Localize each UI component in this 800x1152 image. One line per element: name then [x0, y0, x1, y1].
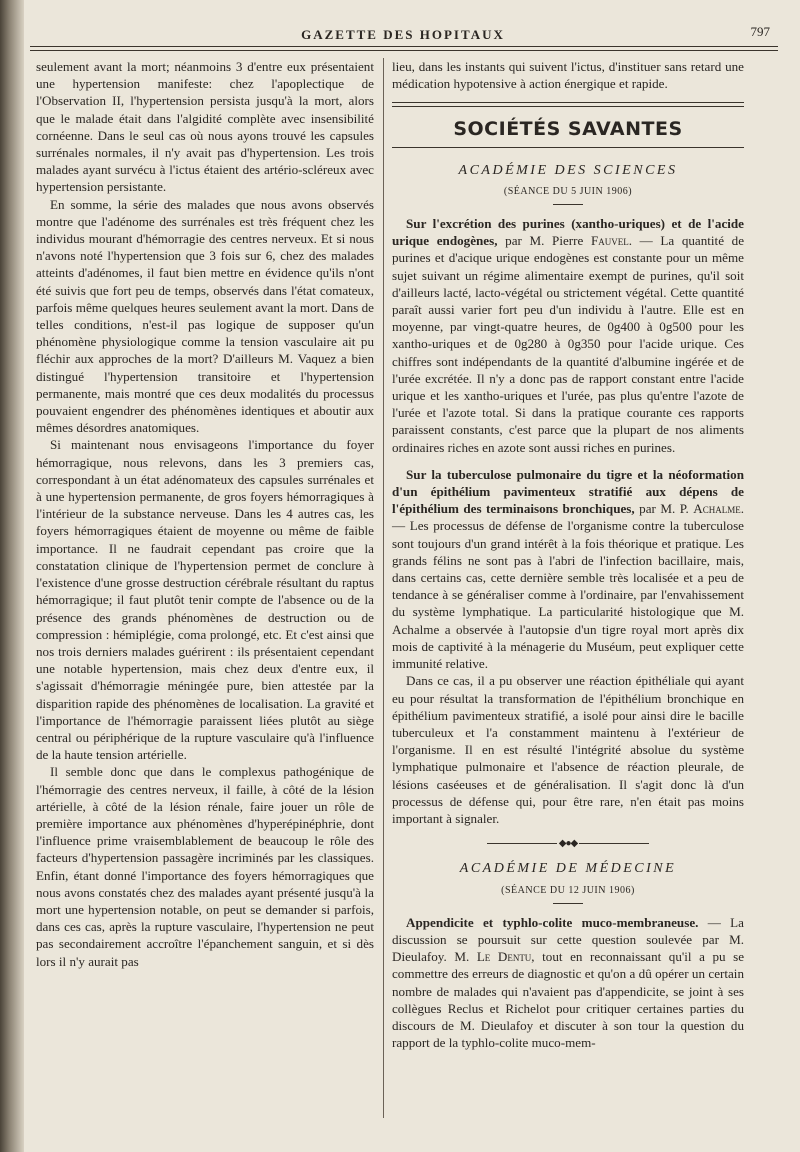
article-purines	[392, 215, 744, 456]
academy-heading: ACADÉMIE DE MÉDECINE	[459, 861, 677, 877]
ornament-divider: ◆●◆	[392, 835, 744, 852]
academy-heading: ACADÉMIE DES SCIENCES	[458, 162, 678, 178]
session-date: (SÉANCE DU 5 JUIN 1906)	[503, 185, 633, 197]
session-date: (SÉANCE DU 12 JUIN 1906)	[501, 884, 635, 896]
section-title-rule	[392, 147, 744, 148]
page-header	[28, 18, 778, 48]
article-author: Achalme.	[693, 501, 744, 517]
article-body: — Les processus de défense de l'organisme contre la tuberculose sont toujours d'un grand intérêt à la fois théorique et pratique. Les grands félins ne sont pas à l'abri de l'infection bacillaire, mais, dans certains cas, cette dernière semble très localisée et a peu de tendance à se généraliser comme à l'ordinaire, par l'envahissement du système lymphatique. La particularité histologique que M. Achalme a observée à l'autopsie d'un tigre royal mort après dix mois de captivité à la ménagerie du Muséum, peut expliquer cette immunité relative.	[392, 518, 744, 672]
paragraph: En somme, la série des malades que nous avons observés montre que l'adénome des surrénales est très fréquent chez les individus mourant d'hémorragie des centres nerveux. Et si nous n'avons noté l'hypertension que 3 fois sur 6, chez des malades atteints d'adénomes, il faut bien mettre en évidence qu'ils n'ont été suivis que fort peu de temps, observés dans l'état comateux, parfois même quelques heures seulement avant la mort. Dans de telles conditions, n'est-il pas logique de supposer qu'un phénomène physiologique comme la tension vasculaire ait pu fléchir aux approches de la mort? D'ailleurs M. Vaquez a bien distingué l'hypertension transitoire et l'hypertension permanente, mais montré que ces deux modalités du processus pouvaient engendrer des phénomènes identiques et aboutir aux mêmes désordres anatomiques.	[36, 196, 374, 436]
left-column	[36, 58, 374, 970]
article-author: Le Dentu,	[476, 949, 535, 965]
author-prefix: par M. P.	[639, 501, 689, 517]
short-rule	[553, 204, 583, 205]
page-gutter-shadow	[0, 0, 24, 1152]
paragraph: lieu, dans les instants qui suivent l'ictus, d'instituer sans retard une médication hypotensive à action énergique et rapide.	[392, 59, 744, 92]
article-body: tout en reconnaissant qu'il a pu se commettre des erreurs de diagnostic et qu'on a dû opérer un certain nombre de malades qui n'avaient pas d'appendicite, se joint à ses collègues Reclus et Richelot pour critiquer certaines parties du discours de M. Dieulafoy et discuter à son tour la question du rapport de la typhlo-colite muco-mem-	[392, 949, 745, 1051]
article-title: Sur la tuberculose pulmonaire du tigre et la néoformation d'un épithélium pavimenteux stratifié aux dépens de l'épithélium des terminaisons bronchiques,	[392, 466, 744, 517]
header-rule	[30, 46, 778, 47]
author-prefix: par M. Pierre	[505, 233, 584, 249]
paragraph: Il semble donc que dans le complexus pathogénique de l'hémorragie des centres nerveux, il faille, à côté de la lésion artérielle, à côté de la lésion rénale, faire jouer un rôle de première importance aux phénomènes d'hyperépinéphrie, dont l'influence prime vraisemblablement de beaucoup le rôle des facteurs d'hypertension passagère incriminés par les classiques. Enfin, étant donné l'importance des foyers hémorragiques que nous avons constatés chez des malades ayant présenté jusqu'à la mort une hypertension notable, on peut se demander si parfois, dans ces cas, après la rupture vasculaire, l'hypertension ne peut pas secondairement accroître l'épanchement sanguin, et si dès lors il n'y aurait pas	[36, 764, 374, 969]
short-rule	[553, 903, 583, 904]
article-body: — La discussion se poursuit sur cette question soulevée par M. Dieulafoy. M.	[392, 914, 744, 965]
article-title: Appendicite et typhlo-colite muco-membraneuse.	[406, 914, 699, 930]
paragraph: Si maintenant nous envisageons l'importance du foyer hémorragique, nous relevons, dans les 3 premiers cas, correspondant à un état adénomateux des capsules surrénales et à une hypertension permanente, de gros foyers hémorragiques à l'intérieur de la substance nerveuse. Dans les 4 autres cas, les foyers hémorragiques étaient de moyenne ou même de faible importance. Il ne faudrait cependant pas croire que la constatation clinique de l'hypertension permet de conclure à l'existence d'une grosse destruction cérébrale résultant du raptus hémorragique; il faut plutôt tenir compte de l'absence ou de la présence des grands phénomènes de destruction ou de compression : hémiplégie, coma prolongé, etc. Et c'est ainsi que nos trois derniers malades guérirent : ils présentaient cependant une notable hypertension, mais chez deux d'entre eux, il s'agissait d'hémorragie méningée pure, bien attestée par la disparition rapide des phénomènes de localisation. La gravité et l'importance de l'hémorragie paraissent liées plutôt au siège central ou périphérique de la rupture vasculaire qu'à l'influence de la haute tension artérielle.	[36, 437, 374, 763]
header-rule-thin	[30, 50, 778, 51]
article-appendicite	[392, 914, 744, 1052]
section-title: SOCIÉTÉS SAVANTES	[453, 118, 683, 141]
paragraph: Dans ce cas, il a pu observer une réaction épithéliale qui ayant eu pour résultat la transformation de l'épithélium bronchique en épithélium pavimenteux stratifié, a isolé pour ainsi dire le bacille tuberculeux et l'a constamment maintenu à l'extérieur de l'organisme. Il en est résulté l'intégrité absolue du système lymphatique pulmonaire et l'absence de réaction pleurale, de lésions caséeuses et de généralisation. Il s'agit donc là d'un processus de défense qui, pour être rare, n'en était pas moins important à signaler.	[392, 673, 744, 826]
paragraph: seulement avant la mort; néanmoins 3 d'entre eux présentaient une hypertension manifeste: chez l'apoplectique de l'Observation II, l'hypertension persista jusqu'à la mort, alors que le malade était dans l'algidité complète avec insensibilité cornéenne. Dans le seul cas où nous ayons trouvé les capsules surrénales normales, il n'y avait pas d'hypertension. Les trois malades ayant survécu à l'ictus étaient des artério-scléreux avec hypertension persistante.	[36, 59, 374, 195]
article-title: Sur l'excrétion des purines (xantho-uriques) et de l'acide urique endogènes,	[392, 216, 744, 249]
journal-title: GAZETTE DES HOPITAUX	[301, 27, 505, 42]
article-body: — La quantité de purines et d'acique urique endogènes est constante pour un même sujet suivant un régime alimentaire exempt de purines, qu'il soit d'ailleurs lacté, lacto-végétal ou strictement végétal. Cette quantité paraît aussi varier fort peu d'un individu à l'autre. Elle est en moyenne, par vingt-quatre heures, de 0g400 à 0g500 pour les xantho-uriques et de 0g280 à 0g350 pour l'acide urique. Ces chiffres sont indépendants de la quantité d'albumine ingérée et de l'urée excrétée. Il n'y a donc pas de rapport constant entre l'acide urique et les xantho-uriques et l'urée, pas plus qu'entre l'azote de l'urée et l'azote total. Si dans la pratique courante ces rapports paraissent constants, c'est parce que la plupart de nos aliments ordinaires riches en azote sont aussi riches en purines.	[392, 233, 744, 455]
right-column	[392, 58, 744, 1051]
column-divider	[383, 58, 384, 1118]
page-number: 797	[750, 24, 770, 39]
section-rule	[392, 102, 744, 107]
article-tuberculose	[392, 466, 744, 672]
article-author: Fauvel.	[590, 233, 633, 249]
